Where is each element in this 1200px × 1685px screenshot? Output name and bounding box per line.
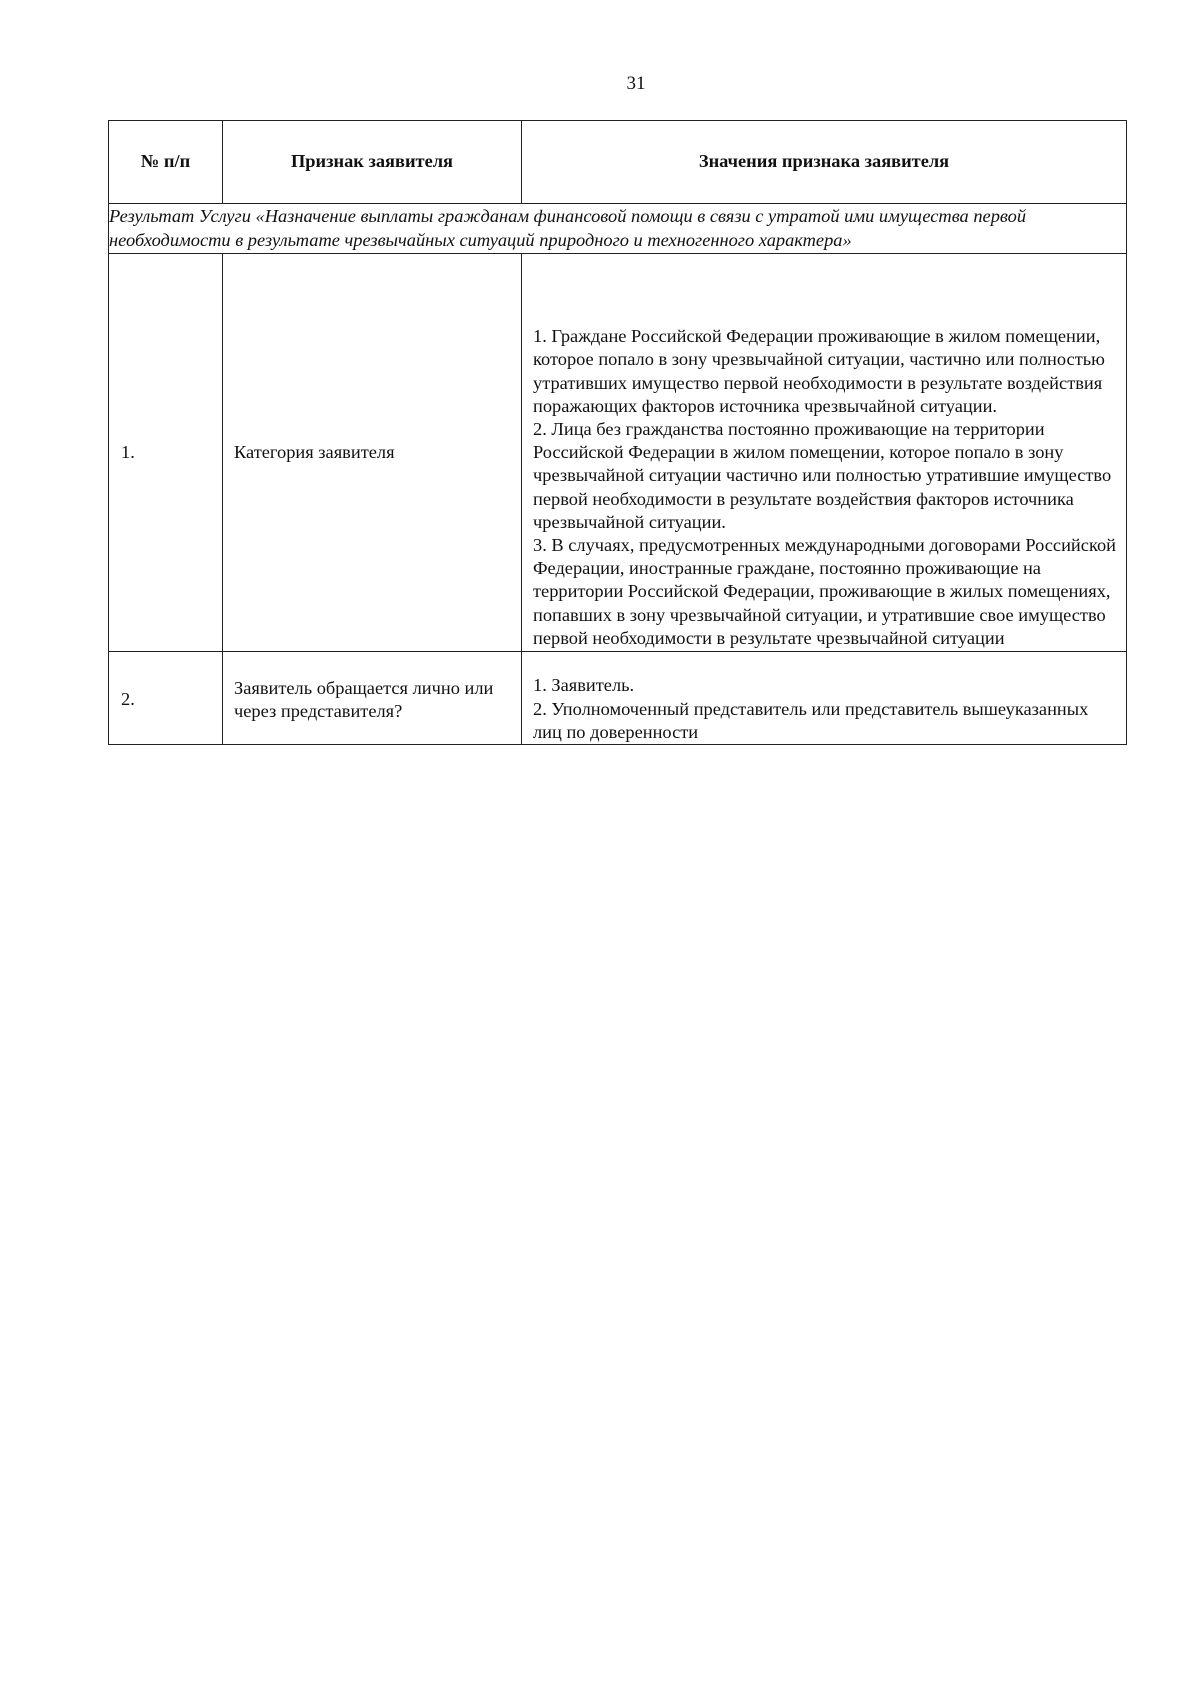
- value-item: 1. Граждане Российской Федерации проживающие в жилом помещении, которое попало в зону чрезвычайной ситуации, частично или полностью утративших имущество первой необходимости в результате воздействия поражающих факторов источника чрезвычайной ситуации.: [533, 326, 1105, 416]
- header-num: № п/п: [109, 121, 223, 204]
- table-row: [109, 652, 1127, 745]
- row-number: 2.: [109, 652, 223, 745]
- result-caption: Результат Услуги «Назначение выплаты гражданам финансовой помощи в связи с утратой ими имущества первой необходимости в результате чрезвычайных ситуаций природного и техногенного характера»: [109, 204, 1127, 254]
- table-header-row: [109, 121, 1127, 204]
- value-item: 1. Заявитель.: [533, 675, 635, 696]
- value-item: 2. Уполномоченный представитель или представитель вышеуказанных лиц по доверенности: [533, 698, 1089, 742]
- row-attribute: Заявитель обращается лично или через представителя?: [223, 652, 522, 745]
- row-number: 1.: [109, 254, 223, 652]
- header-attribute: Признак заявителя: [223, 121, 522, 204]
- page-number: 31: [626, 73, 646, 94]
- header-values: Значения признака заявителя: [522, 121, 1127, 204]
- value-item: 2. Лица без гражданства постоянно проживающие на территории Российской Федерации в жилом помещении, которое попало в зону чрезвычайной ситуации частично или полностью утратившие имущество первой необходимости в результате воздействия факторов источника чрезвычайной ситуации.: [533, 418, 1112, 532]
- row-attribute: Категория заявителя: [223, 254, 522, 652]
- value-item: 3. В случаях, предусмотренных международными договорами Российской Федерации, иностранные граждане, постоянно проживающие на территории Российской Федерации, проживающие в жилых помещениях, попавших в зону чрезвычайной ситуации, и утратившие свое имущество первой необходимости в результате чрезвычайной ситуации: [533, 534, 1116, 648]
- row-values: [522, 652, 1127, 745]
- result-caption-row: [109, 204, 1127, 254]
- applicant-criteria-table: [108, 120, 1127, 745]
- row-values: [522, 254, 1127, 652]
- table-row: [109, 254, 1127, 652]
